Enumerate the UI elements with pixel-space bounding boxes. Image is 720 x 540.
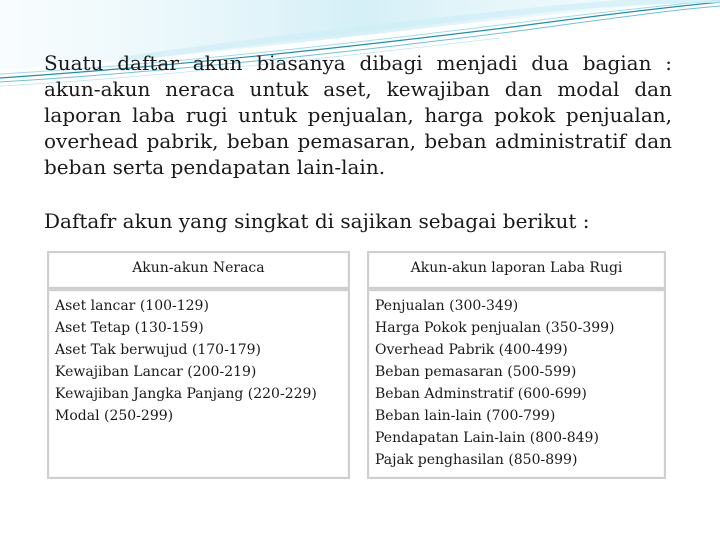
account-table [47, 251, 666, 479]
list-item: Kewajiban Lancar (200-219) [55, 364, 257, 380]
list-item: Beban pemasaran (500-599) [375, 364, 577, 380]
list-item: Pajak penghasilan (850-899) [375, 452, 578, 468]
list-item: Aset lancar (100-129) [55, 298, 209, 314]
list-item: Modal (250-299) [55, 408, 174, 424]
list-item: Beban lain-lain (700-799) [375, 408, 556, 424]
list-item: Kewajiban Jangka Panjang (220-229) [55, 386, 317, 402]
list-item: Aset Tak berwujud (170-179) [55, 342, 261, 358]
list-item: Aset Tetap (130-159) [55, 320, 204, 336]
list-item: Beban Adminstratif (600-699) [375, 386, 587, 402]
list-item: Overhead Pabrik (400-499) [375, 342, 568, 358]
laba-rugi-list [367, 289, 666, 479]
header-laba-rugi: Akun-akun laporan Laba Rugi [367, 251, 666, 289]
list-item: Penjualan (300-349) [375, 298, 519, 314]
intro-line: Daftafr akun yang singkat di sajikan sebagai berikut : [44, 209, 590, 233]
list-item: Harga Pokok penjualan (350-399) [375, 320, 615, 336]
header-neraca: Akun-akun Neraca [47, 251, 350, 289]
neraca-list [47, 289, 350, 479]
description-paragraph: Suatu daftar akun biasanya dibagi menjadi dua bagian : akun-akun neraca untuk aset, kewajiban dan modal dan laporan laba rugi untuk penjualan, harga pokok penjualan, overhead pabrik, beban pemasaran, beban administratif dan beban serta pendapatan lain-lain. [44, 51, 672, 179]
list-item: Pendapatan Lain-lain (800-849) [375, 430, 599, 446]
